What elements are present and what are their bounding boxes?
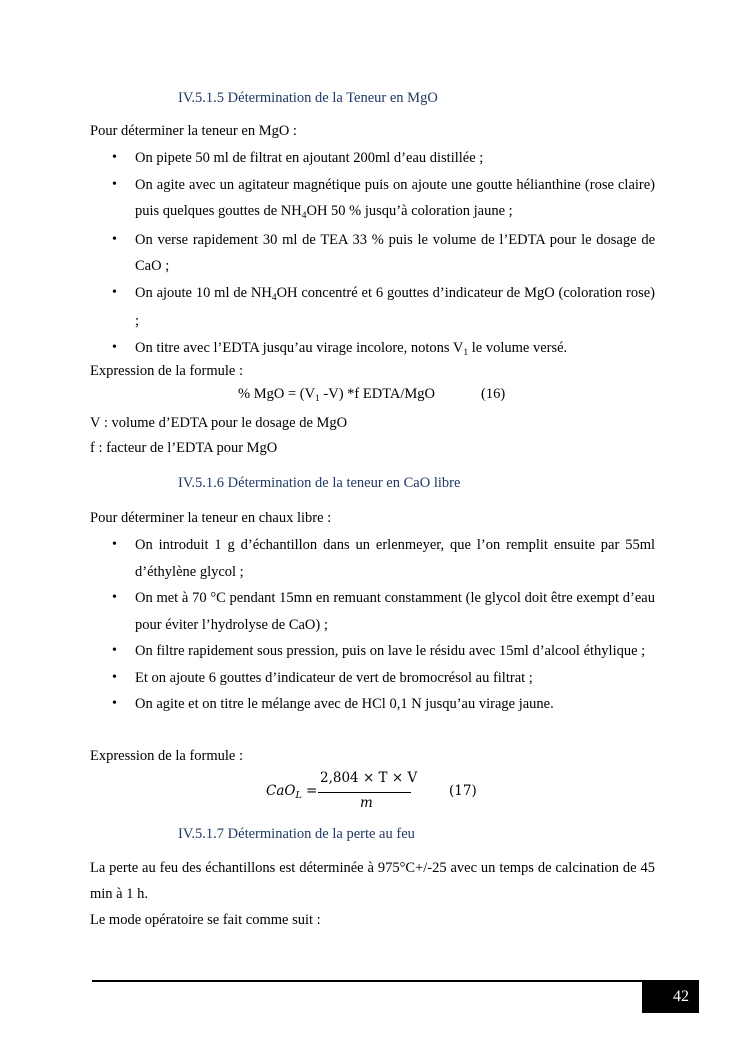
definition-v: V : volume d’EDTA pour le dosage de MgO [90, 415, 348, 431]
section-heading-cao: IV.5.1.6 Détermination de la teneur en CaO libre [178, 475, 461, 491]
cao-intro: Pour déterminer la teneur en chaux libre : [90, 510, 332, 526]
equation-number-17: (17) [449, 783, 477, 799]
bullet-icon: • [112, 696, 117, 711]
section-heading-mgo: IV.5.1.5 Détermination de la Teneur en MgO [178, 90, 438, 106]
bullet-icon: • [112, 537, 117, 552]
page-number: 42 [642, 980, 699, 1013]
cao-bullet-list [90, 532, 655, 718]
definition-f: f : facteur de l’EDTA pour MgO [90, 440, 278, 456]
list-item: • Et on ajoute 6 gouttes d’indicateur de vert de bromocrésol au filtrat ; [90, 665, 655, 692]
bullet-icon: • [112, 176, 117, 192]
list-item: • On agite avec un agitateur magnétique puis on ajoute une goutte hélianthine (rose claire) puis quelques gouttes de $NH_4OH$ 50 % jusqu’à coloration jaune ; [90, 172, 655, 227]
list-item: • On filtre rapidement sous pression, puis on lave le résidu avec 15ml d’alcool éthylique ; [90, 638, 655, 665]
list-item: • On ajoute 10 ml de $NH_4OH$ concentré et 6 gouttes d’indicateur de MgO (coloration rose) ; [90, 280, 655, 335]
mgo-formula: % MgO = ($V_1$ -V) *f EDTA/MgO [238, 386, 436, 404]
equation-number-16: (16) [481, 386, 506, 402]
fraction-bar [318, 792, 411, 793]
list-item: • On titre avec l’EDTA jusqu’au virage incolore, notons $V_1$ le volume versé. [90, 335, 655, 364]
mgo-bullet-list [90, 145, 655, 363]
bullet-icon: • [112, 284, 117, 300]
perte-text: La perte au feu des échantillons est déterminée à 975°C+/-25 avec un temps de calcination de 45 min à 1 h. [90, 860, 655, 902]
list-item: • On agite et on titre le mélange avec de HCl 0,1 N jusqu’au virage jaune. [90, 691, 655, 718]
bullet-icon: • [112, 339, 117, 355]
bullet-icon: • [112, 669, 117, 685]
bullet-icon: • [112, 590, 117, 605]
mgo-intro: Pour déterminer la teneur en MgO : [90, 123, 297, 139]
list-item: • On pipete 50 ml de filtrat en ajoutant 200ml d’eau distillée ; [90, 145, 655, 172]
bullet-icon: • [112, 643, 117, 658]
cao-formula-label: Expression de la formule : [90, 748, 244, 764]
cao-formula-lhs: CaO$_L$ = [266, 783, 318, 801]
bullet-icon: • [112, 231, 117, 247]
footer-divider [92, 980, 655, 982]
cao-formula-numerator: 2,804 × T × V [320, 770, 418, 786]
mgo-formula-label: Expression de la formule : [90, 363, 244, 379]
bullet-icon: • [112, 150, 117, 165]
perte-mode: Le mode opératoire se fait comme suit : [90, 912, 321, 928]
list-item: • On introduit 1 g d’échantillon dans un erlenmeyer, que l’on remplit ensuite par 55ml d’éthylène glycol ; [90, 532, 655, 585]
cao-formula-denominator: m [360, 795, 373, 811]
list-item: • On met à 70 °C pendant 15mn en remuant constamment (le glycol doit être exempt d’eau pour éviter l’hydrolyse de CaO) ; [90, 585, 655, 638]
list-item: • On verse rapidement 30 ml de TEA 33 % puis le volume de l’EDTA pour le dosage de CaO ; [90, 227, 655, 280]
section-heading-perte: IV.5.1.7 Détermination de la perte au feu [178, 826, 415, 842]
